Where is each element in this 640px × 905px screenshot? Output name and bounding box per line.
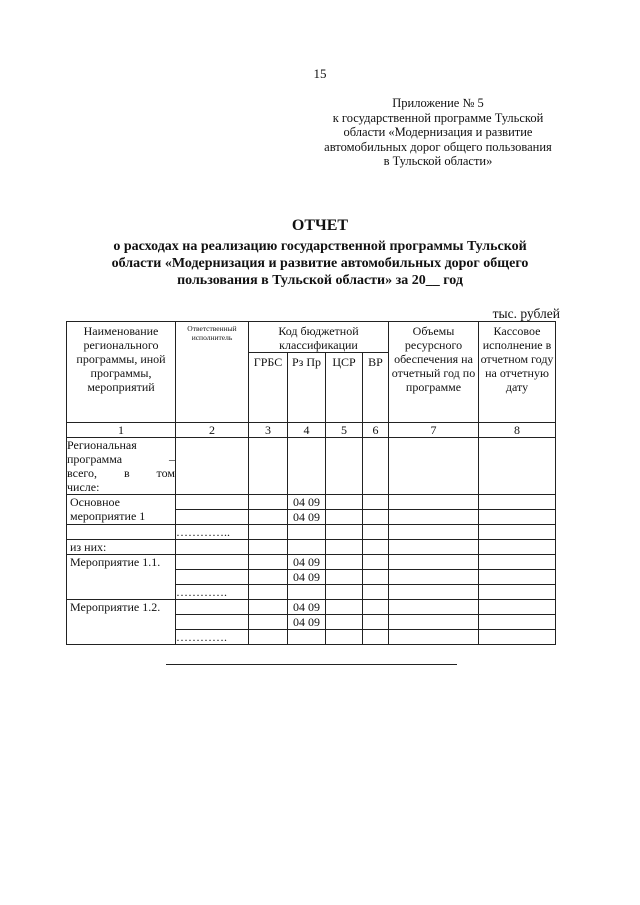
- table-cell: [479, 630, 556, 645]
- header-csr: ЦСР: [326, 353, 363, 423]
- table-cell: [249, 540, 288, 555]
- table-cell: [389, 555, 479, 570]
- table-cell: [249, 510, 288, 525]
- budget-code-rzpr: 04 09: [288, 615, 326, 630]
- table-cell: [363, 510, 389, 525]
- column-number: 8: [479, 423, 556, 438]
- activity-1-2-label: Мероприятие 1.2.: [67, 600, 176, 645]
- table-cell: [363, 585, 389, 600]
- table-cell: [288, 540, 326, 555]
- table-cell: [176, 570, 249, 585]
- table-cell: [249, 438, 288, 495]
- table-cell: [479, 585, 556, 600]
- table-cell: [479, 600, 556, 615]
- placeholder-dots: ………….: [176, 585, 249, 600]
- table-cell: [249, 630, 288, 645]
- table-cell: [389, 438, 479, 495]
- header-budget-code: Код бюджетной классификации: [249, 322, 389, 353]
- table-cell: [363, 540, 389, 555]
- table-cell: [389, 525, 479, 540]
- table-cell: [479, 495, 556, 510]
- table-cell: [326, 495, 363, 510]
- table-cell: [363, 570, 389, 585]
- main-activity-label: Основное мероприятие 1: [67, 495, 176, 525]
- header-rzpr: Рз Пр: [288, 353, 326, 423]
- table-cell: [176, 540, 249, 555]
- table-cell: [363, 600, 389, 615]
- table-cell: [326, 540, 363, 555]
- table-cell: [326, 570, 363, 585]
- expenses-report-table: [66, 321, 556, 645]
- report-heading: [60, 217, 580, 289]
- table-cell: [389, 615, 479, 630]
- regional-program-line: числе:: [67, 480, 100, 494]
- page-number: 15: [313, 66, 327, 81]
- header-executor: Ответственный исполнитель: [176, 322, 249, 423]
- table-cell: [249, 600, 288, 615]
- appendix-line: автомобильных дорог общего пользования: [324, 139, 552, 154]
- regional-program-line: программа –: [67, 452, 175, 466]
- of-them-label: из них:: [67, 540, 176, 555]
- table-cell: [249, 570, 288, 585]
- header-name: Наименование регионального программы, иной программы, мероприятий: [67, 322, 176, 423]
- table-cell: [288, 630, 326, 645]
- table-cell: [479, 525, 556, 540]
- activity-1-1-label: Мероприятие 1.1.: [67, 555, 176, 600]
- units-label: тыс. рублей: [492, 306, 560, 321]
- table-cell: [249, 615, 288, 630]
- table-cell: [326, 510, 363, 525]
- regional-program-line: всего, в том: [67, 466, 175, 480]
- table-cell: [363, 555, 389, 570]
- appendix-line: в Тульской области»: [383, 154, 493, 168]
- appendix-line: к государственной программе Тульской: [332, 110, 544, 125]
- table-cell: [176, 495, 249, 510]
- table-cell: [326, 615, 363, 630]
- table-cell: [363, 525, 389, 540]
- header-vr: ВР: [363, 353, 389, 423]
- budget-code-rzpr: 04 09: [288, 510, 326, 525]
- table-cell: [479, 570, 556, 585]
- table-cell: [326, 585, 363, 600]
- table-cell: [479, 438, 556, 495]
- table-cell: [363, 630, 389, 645]
- regional-program-label: [67, 438, 176, 495]
- header-cash-execution: Кассовое исполнение в отчетном году на отчетную дату: [479, 322, 556, 423]
- table-cell: [479, 540, 556, 555]
- column-number: 4: [288, 423, 326, 438]
- table-cell: [479, 615, 556, 630]
- appendix-line: области «Модернизация и развитие: [343, 125, 533, 139]
- subtitle-line: области «Модернизация и развитие автомобильных дорог общего: [111, 256, 529, 271]
- table-cell: [249, 585, 288, 600]
- column-number: 6: [363, 423, 389, 438]
- subtitle-line: о расходах на реализацию государственной программы Тульской: [113, 239, 527, 254]
- table-cell: [363, 495, 389, 510]
- table-cell: [288, 525, 326, 540]
- table-cell: [176, 600, 249, 615]
- report-subtitle: [60, 238, 580, 289]
- column-number: 7: [389, 423, 479, 438]
- column-number: 2: [176, 423, 249, 438]
- table-cell: [389, 540, 479, 555]
- appendix-note: [318, 96, 558, 169]
- table-cell: [288, 585, 326, 600]
- appendix-line: Приложение № 5: [392, 96, 484, 110]
- separator-line: [166, 664, 457, 665]
- budget-code-rzpr: 04 09: [288, 600, 326, 615]
- subtitle-line: пользования в Тульской области» за 20__ год: [177, 273, 463, 288]
- table-cell: [176, 615, 249, 630]
- table-cell: [176, 438, 249, 495]
- column-number: 5: [326, 423, 363, 438]
- table-cell: [288, 438, 326, 495]
- table-cell: [326, 525, 363, 540]
- table-cell: [389, 495, 479, 510]
- table-cell: [176, 555, 249, 570]
- table-cell: [176, 510, 249, 525]
- table-cell: [326, 555, 363, 570]
- placeholder-dots: ………….: [176, 630, 249, 645]
- table-cell: [389, 600, 479, 615]
- table-cell: [67, 525, 176, 540]
- report-title: ОТЧЕТ: [291, 217, 349, 234]
- header-grbs: ГРБС: [249, 353, 288, 423]
- table-cell: [249, 495, 288, 510]
- header-volumes: Объемы ресурсного обеспечения на отчетный год по программе: [389, 322, 479, 423]
- table-cell: [326, 600, 363, 615]
- table-cell: [389, 585, 479, 600]
- table-cell: [326, 630, 363, 645]
- table-cell: [249, 555, 288, 570]
- table-cell: [389, 510, 479, 525]
- budget-code-rzpr: 04 09: [288, 555, 326, 570]
- table-cell: [363, 615, 389, 630]
- table-cell: [389, 630, 479, 645]
- budget-code-rzpr: 04 09: [288, 570, 326, 585]
- column-number: 3: [249, 423, 288, 438]
- table-cell: [326, 438, 363, 495]
- table-cell: [389, 570, 479, 585]
- table-cell: [479, 555, 556, 570]
- table-cell: [363, 438, 389, 495]
- budget-code-rzpr: 04 09: [288, 495, 326, 510]
- column-number: 1: [67, 423, 176, 438]
- regional-program-line: Региональная: [67, 438, 137, 452]
- placeholder-dots: …………..: [176, 525, 249, 540]
- table-cell: [249, 525, 288, 540]
- table-cell: [479, 510, 556, 525]
